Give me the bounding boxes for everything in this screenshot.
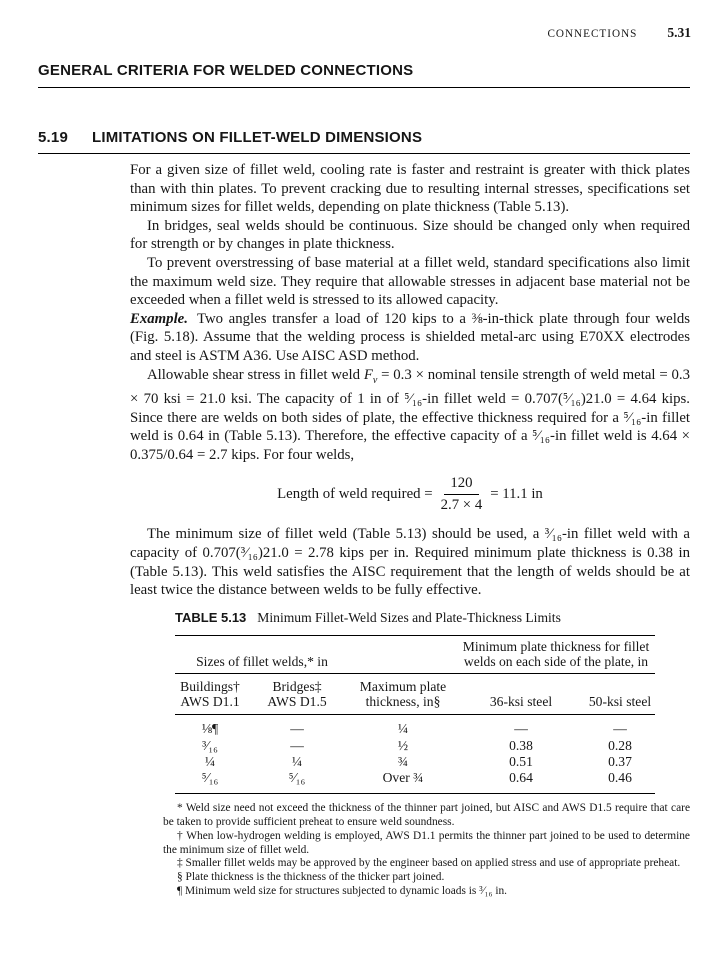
table-cell: — (514, 721, 528, 737)
group-header-plate-thickness: Minimum plate thickness for fillet welds on each side of the plate, in (457, 636, 655, 674)
table-cell: ¼ (397, 721, 409, 737)
col-header-max-plate-thickness (349, 674, 457, 715)
section-title: LIMITATIONS ON FILLET-WELD DIMENSIONS (92, 129, 423, 146)
fraction-denominator: 2.7 × 4 (440, 496, 483, 513)
weld-length-equation (130, 474, 690, 514)
column-header-row (175, 674, 655, 715)
table-cell: 0.64 (509, 770, 533, 786)
running-header (547, 25, 691, 41)
example-text: Two angles transfer a load of 120 kips to a ⅜-in-thick plate through four welds (Fig. 5.18). Assume that the welding process is shielded metal-arc using E70XX electrodes and steel is ASTM A36. Use AISC ASD method. (130, 310, 690, 364)
running-header-section: CONNECTIONS (547, 28, 638, 40)
table-cell: ¾ (397, 754, 409, 769)
allowable-stress-text-a: Allowable shear stress in fillet weld (147, 366, 364, 383)
group-header-weld-sizes: Sizes of fillet welds,* in (175, 636, 349, 674)
table-cell: ⁵⁄₁₆ (201, 770, 219, 786)
group-header-spacer (349, 636, 457, 674)
table-cell: 0.37 (608, 754, 632, 769)
col-header-line: Maximum plate (359, 679, 447, 695)
table-row (175, 753, 655, 769)
footnote-pilcrow: ¶ Minimum weld size for structures subjected to dynamic loads is ³⁄₁₆ in. (177, 885, 508, 898)
col-header-line: Buildings† (180, 679, 240, 695)
table-cell: 0.46 (608, 770, 632, 786)
table-footnotes (163, 802, 690, 899)
equation-lhs: Length of weld required = (277, 486, 433, 503)
paragraph-overstress: To prevent overstressing of base material at a fillet weld, standard specifications also limit the maximum weld size. They require that allowable stresses in adjacent base material not be exceeded when a fillet weld is stressed to its allowed capacity. (130, 254, 690, 309)
table-cell: 0.51 (509, 754, 533, 769)
table-cell: ⅛¶ (201, 721, 219, 737)
table-caption: Minimum Fillet-Weld Sizes and Plate-Thickness Limits (257, 610, 561, 625)
table-title (175, 610, 690, 626)
variable-F-subscript: v (372, 374, 378, 386)
table-cell: ¼ (204, 754, 216, 769)
footnote-double-dagger: ‡ Smaller fillet welds may be approved by the engineer based on applied stress and use of appropriate preheat. (177, 857, 681, 870)
fillet-weld-table (175, 635, 655, 794)
table-cell: Over ¾ (382, 770, 424, 786)
table-label: TABLE 5.13 (175, 610, 247, 625)
table-row (175, 715, 655, 737)
col-header-line: thickness, in§ (365, 694, 441, 710)
col-header-line: Bridges‡ (272, 679, 322, 695)
section-number: 5.19 (38, 129, 68, 146)
table-cell: 0.28 (608, 737, 632, 753)
table-cell: ³⁄₁₆ (202, 737, 218, 753)
page-number: 5.31 (667, 25, 691, 40)
table-cell: — (290, 721, 304, 737)
paragraph-bridges: In bridges, seal welds should be continuous. Size should be changed only when required for strength or by changes in plate thickness. (130, 217, 690, 253)
col-header-line: 36-ksi steel (489, 694, 553, 710)
table-cell: 0.38 (509, 737, 533, 753)
paragraph-allowable-stress (130, 366, 690, 465)
col-header-bridges (245, 674, 349, 715)
col-header-line: AWS D1.1 (180, 694, 240, 710)
col-header-buildings (175, 674, 245, 715)
table-5-13-block (163, 610, 690, 899)
table-cell: ½ (397, 737, 409, 753)
table-cell: ¼ (291, 754, 303, 769)
paragraph-intro: For a given size of fillet weld, cooling rate is faster and restraint is greater with thick plates than with thin plates. To prevent cracking due to resulting internal stresses, specifications set minimum sizes for fillet welds, depending on plate thickness (Table 5.13). (130, 162, 690, 216)
col-header-36-ksi (457, 674, 585, 715)
table-cell: — (613, 721, 627, 737)
fraction-numerator: 120 (444, 474, 478, 494)
chapter-heading: GENERAL CRITERIA FOR WELDED CONNECTIONS (38, 62, 690, 88)
example-label: Example. (130, 310, 188, 327)
equation-fraction (441, 474, 483, 514)
table-row (175, 769, 655, 793)
section-heading (38, 129, 690, 154)
group-header-row (175, 636, 655, 674)
table-cell: ⁵⁄₁₆ (288, 770, 306, 786)
footnote-section: § Plate thickness is the thickness of the thicker part joined. (177, 871, 445, 884)
paragraph-minimum-size: The minimum size of fillet weld (Table 5.13) should be used, a ³⁄₁₆-in fillet weld with a capacity of 0.707(³⁄₁₆)21.0 = 2.78 kips per in. Required minimum plate thickness is 0.38 in (Table 5.13). This weld satisfies the AISC requirement that the length of welds should be at least twice the distance between welds to be fully effective. (130, 526, 690, 599)
table-row (175, 737, 655, 753)
paragraph-example (130, 310, 690, 366)
equation-rhs: = 11.1 in (490, 486, 543, 503)
footnote-dagger: † When low-hydrogen welding is employed, AWS D1.1 permits the thinner part joined to be used to determine the minimum size of fillet weld. (163, 829, 690, 856)
col-header-line: AWS D1.5 (267, 694, 327, 710)
col-header-50-ksi (585, 674, 655, 715)
variable-F: F (363, 366, 373, 383)
table-cell: — (290, 737, 304, 753)
allowable-stress-text-b: = 0.3 × nominal tensile strength of weld metal = 0.3 × 70 ksi = 21.0 ksi. The capacity of 1 in of ⁵⁄₁₆-in fillet weld = 0.707(⁵⁄₁₆)21.0 = 4.64 kips. Since there are welds on both sides of plate, the effective thickness required for a ⁵⁄₁₆-in fillet weld is 0.64 in (Table 5.13). Therefore, the effective capacity of a ⁵⁄₁₆-in fillet weld is 4.64 × 0.375/0.64 = 2.7 kips. For four welds, (130, 366, 690, 463)
body-text (130, 161, 690, 600)
footnote-asterisk: * Weld size need not exceed the thickness of the thinner part joined, but AISC and AWS D1.5 require that care be taken to provide sufficient preheat to ensure weld soundness. (163, 801, 690, 828)
col-header-line: 50-ksi steel (588, 694, 652, 710)
